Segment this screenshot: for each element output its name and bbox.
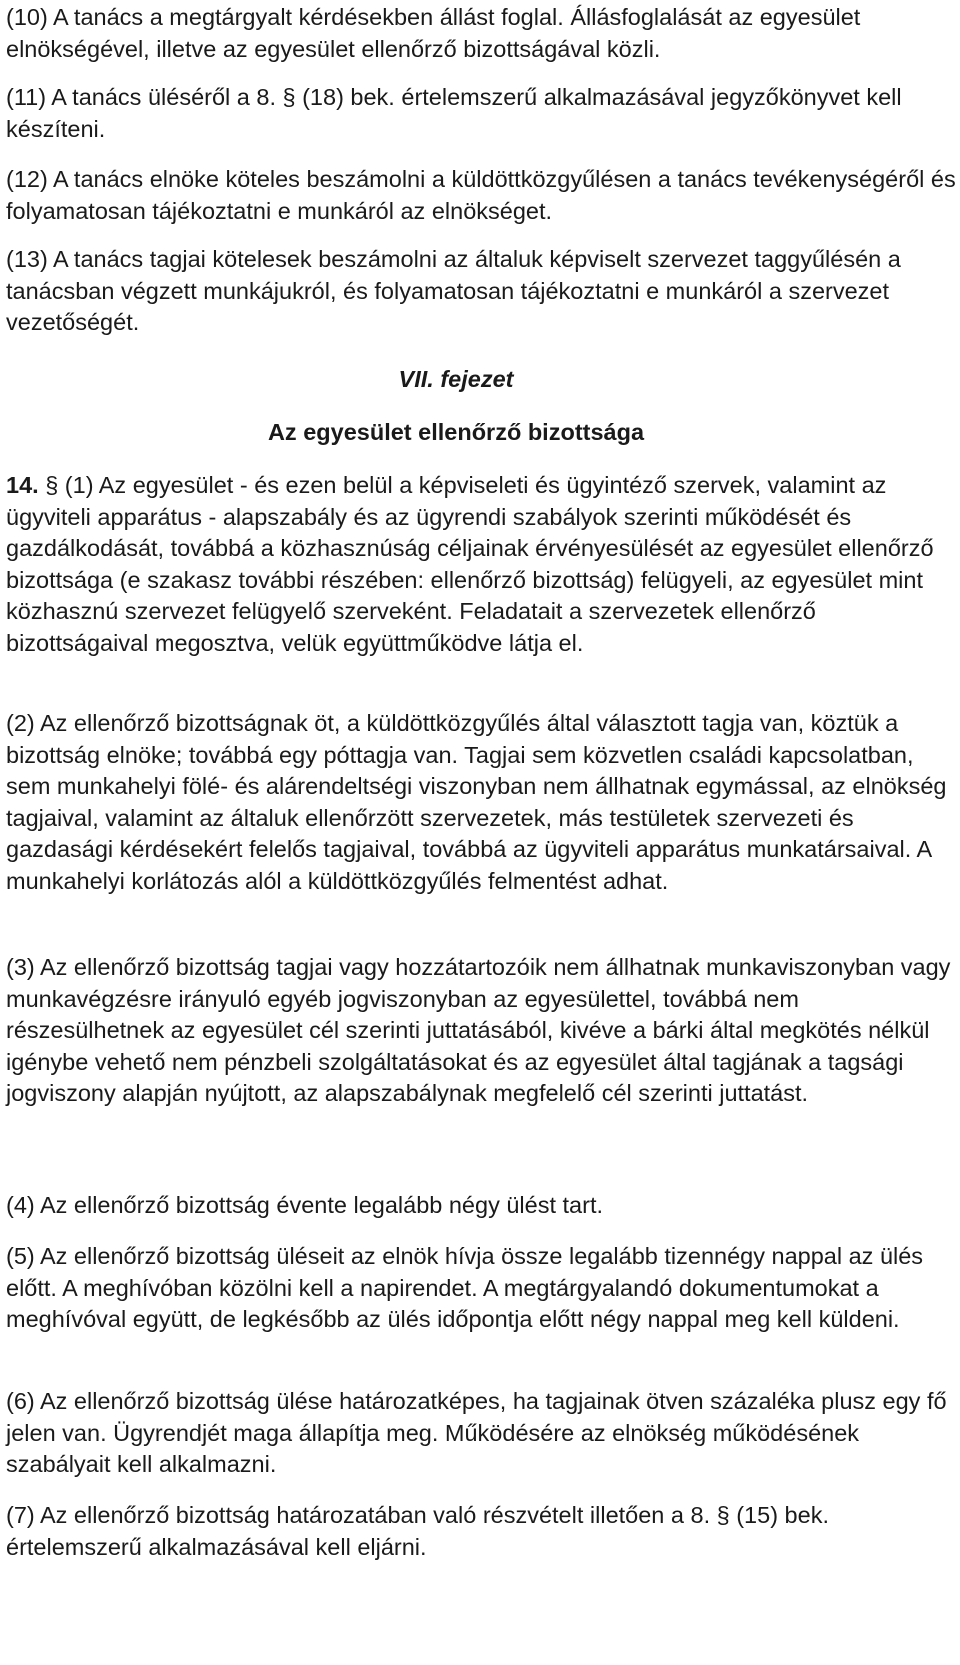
section-14-paragraph-2: (2) Az ellenőrző bizottságnak öt, a küldöttközgyűlés által választott tagja van, köztük a bizottság elnöke; továbbá egy póttagja van. Tagjai sem közvetlen családi kapcsolatban, sem munkahelyi fölé- és alárendeltségi viszonyban nem állhatnak egymással, az elnökség tagjaival, valamint az általuk ellenőrzött szervezetek, más testületek szervezeti és gazdasági kérdésekért felelős tagjaival, továbbá az ügyviteli apparátus munkatársaival. A munkahelyi korlátozás alól a küldöttközgyűlés felmentést adhat.: [6, 710, 947, 894]
section-14-paragraph-4: (4) Az ellenőrző bizottság évente legalább négy ülést tart.: [6, 1192, 604, 1218]
paragraph-13: (13) A tanács tagjai kötelesek beszámolni az általuk képviselt szervezet taggyűlésén a tanácsban végzett munkájukról, és folyamatosan tájékoztatni e munkáról a szervezet vezetőségét.: [6, 246, 901, 335]
section-14-paragraph-5: (5) Az ellenőrző bizottság üléseit az elnök hívja össze legalább tizennégy nappal az ülés előtt. A meghívóban közölni kell a napirendet. A megtárgyalandó dokumentumokat a meghívóval együtt, de legkésőbb az ülés időpontja előtt négy nappal meg kell küldeni.: [6, 1243, 924, 1332]
paragraph-10: (10) A tanács a megtárgyalt kérdésekben állást foglal. Állásfoglalását az egyesület elnökségével, illetve az egyesület ellenőrző bizottságával közli.: [6, 4, 861, 62]
chapter-title: Az egyesület ellenőrző bizottsága: [267, 419, 645, 445]
section-14-paragraph-7: (7) Az ellenőrző bizottság határozatában való részvételt illetően a 8. § (15) bek. értelemszerű alkalmazásával kell eljárni.: [6, 1502, 829, 1560]
section-14-paragraph-6: (6) Az ellenőrző bizottság ülése határozatképes, ha tagjainak ötven százaléka plusz egy fő jelen van. Ügyrendjét maga állapítja meg. Működésére az elnökség működésének szabályait kell alkalmazni.: [6, 1388, 947, 1477]
section-14-p1-text: § (1) Az egyesület - és ezen belül a képviseleti és ügyintéző szervek, valamint az ügyviteli apparátus - alapszabály és az ügyrendi szabályok szerinti működését és gazdálkodását, továbbá a közhasznúság céljainak érvényesülését az egyesület ellenőrző bizottsága (e szakasz további részében: ellenőrző bizottság) felügyeli, az egyesület mint közhasznú szervezet felügyelő szerveként. Feladatait a szervezetek ellenőrző bizottságaival megosztva, velük együttműködve látja el.: [6, 472, 934, 656]
section-number: 14.: [6, 472, 39, 498]
section-14-paragraph-1: [6, 470, 958, 659]
section-14-paragraph-3: (3) Az ellenőrző bizottság tagjai vagy hozzátartozóik nem állhatnak munkaviszonyban vagy munkavégzésre irányuló egyéb jogviszonyban az egyesülettel, továbbá nem részesülhetnek az egyesület cél szerinti juttatásából, kivéve a bárki által megkötés nélkül igénybe vehető nem pénzbeli szolgáltatásokat és az egyesület által tagjának a tagsági jogviszony alapján nyújtott, az alapszabálynak megfelelő cél szerinti juttatást.: [6, 954, 951, 1106]
paragraph-12: (12) A tanács elnöke köteles beszámolni a küldöttközgyűlésen a tanács tevékenységéről és folyamatosan tájékoztatni e munkáról az elnökséget.: [6, 166, 956, 224]
chapter-number: VII. fejezet: [398, 366, 514, 392]
paragraph-11: (11) A tanács üléséről a 8. § (18) bek. értelemszerű alkalmazásával jegyzőkönyvet kell készíteni.: [6, 84, 902, 142]
